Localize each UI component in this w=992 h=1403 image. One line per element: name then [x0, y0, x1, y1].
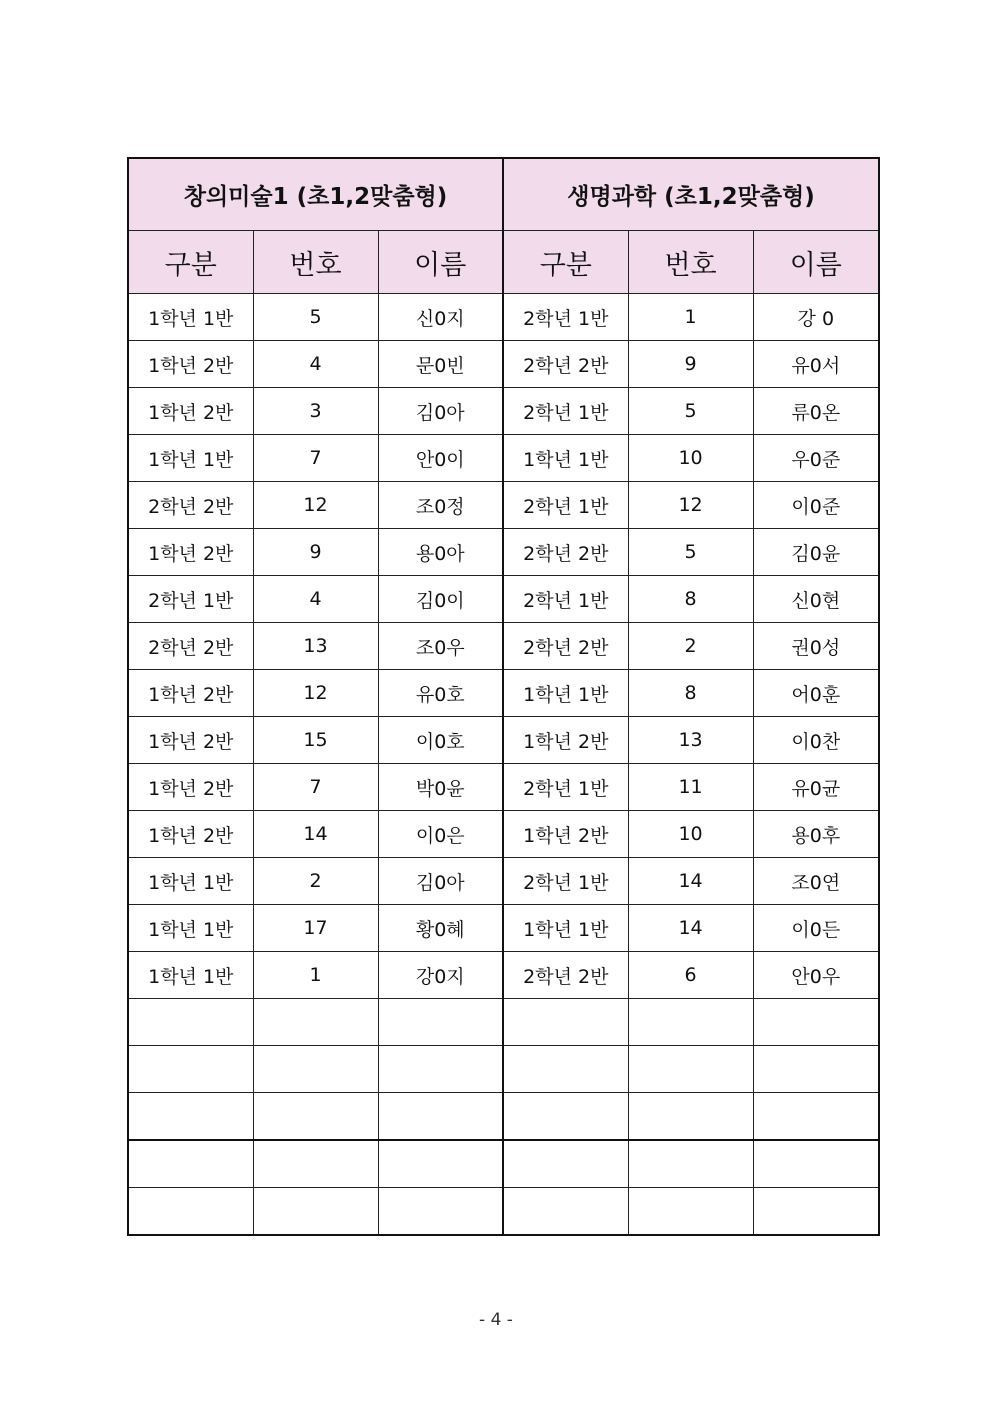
cell-name	[753, 1140, 879, 1188]
cell-name: 이0호	[378, 717, 503, 764]
cell-number: 3	[253, 388, 378, 435]
cell-name	[378, 999, 503, 1046]
cell-number: 13	[253, 623, 378, 670]
cell-number: 7	[253, 435, 378, 482]
cell-name: 조0우	[378, 623, 503, 670]
cell-number	[253, 1140, 378, 1188]
cell-name: 유0호	[378, 670, 503, 717]
table-row	[128, 341, 879, 388]
cell-number	[253, 1093, 378, 1141]
cell-class: 2학년 2반	[503, 623, 628, 670]
cell-number: 14	[628, 905, 753, 952]
table-row	[128, 294, 879, 341]
cell-class: 2학년 1반	[503, 482, 628, 529]
cell-class: 2학년 1반	[503, 764, 628, 811]
cell-name: 강 0	[753, 294, 879, 341]
cell-number: 4	[253, 576, 378, 623]
cell-name	[753, 1046, 879, 1093]
column-header-row	[128, 231, 879, 294]
cell-class: 2학년 2반	[128, 482, 253, 529]
cell-class: 1학년 1반	[128, 294, 253, 341]
cell-class: 1학년 1반	[128, 905, 253, 952]
cell-class	[128, 1188, 253, 1236]
cell-name: 황0혜	[378, 905, 503, 952]
roster-body	[128, 158, 879, 1235]
table-row	[128, 952, 879, 999]
roster-table	[127, 157, 880, 1236]
cell-number: 6	[628, 952, 753, 999]
cell-name: 김0아	[378, 388, 503, 435]
table-row	[128, 435, 879, 482]
cell-number: 14	[253, 811, 378, 858]
section-title-art: 창의미술1 (초1,2맞춤형)	[128, 158, 503, 231]
cell-name: 신0지	[378, 294, 503, 341]
cell-class: 1학년 1반	[128, 952, 253, 999]
cell-class	[503, 999, 628, 1046]
cell-number: 2	[253, 858, 378, 905]
table-row	[128, 623, 879, 670]
table-row	[128, 1046, 879, 1093]
header-name: 이름	[753, 231, 879, 294]
cell-name: 김0아	[378, 858, 503, 905]
header-name: 이름	[378, 231, 503, 294]
cell-class	[128, 999, 253, 1046]
cell-number	[628, 999, 753, 1046]
cell-name: 김0이	[378, 576, 503, 623]
table-row	[128, 811, 879, 858]
header-class: 구분	[503, 231, 628, 294]
table-row	[128, 576, 879, 623]
cell-class: 1학년 2반	[128, 670, 253, 717]
cell-class: 1학년 2반	[128, 529, 253, 576]
cell-name: 유0균	[753, 764, 879, 811]
page-number: - 4 -	[479, 1310, 513, 1330]
cell-name	[378, 1140, 503, 1188]
cell-number: 10	[628, 811, 753, 858]
table-row	[128, 858, 879, 905]
cell-class: 2학년 1반	[503, 388, 628, 435]
table-row	[128, 1188, 879, 1236]
cell-class: 1학년 2반	[503, 717, 628, 764]
cell-class: 1학년 1반	[503, 670, 628, 717]
cell-class: 1학년 2반	[128, 811, 253, 858]
table-row	[128, 1140, 879, 1188]
cell-number	[628, 1188, 753, 1236]
cell-class	[503, 1140, 628, 1188]
cell-name	[753, 1093, 879, 1141]
cell-name: 용0아	[378, 529, 503, 576]
table-row	[128, 670, 879, 717]
cell-number: 17	[253, 905, 378, 952]
cell-number: 1	[253, 952, 378, 999]
cell-name: 우0준	[753, 435, 879, 482]
cell-name: 유0서	[753, 341, 879, 388]
cell-name	[378, 1046, 503, 1093]
table-row	[128, 1093, 879, 1141]
cell-class: 2학년 1반	[128, 576, 253, 623]
cell-class: 1학년 2반	[128, 388, 253, 435]
cell-class: 1학년 1반	[503, 435, 628, 482]
cell-number: 15	[253, 717, 378, 764]
cell-class: 1학년 2반	[128, 764, 253, 811]
cell-class: 2학년 1반	[503, 576, 628, 623]
cell-number: 11	[628, 764, 753, 811]
cell-name: 조0정	[378, 482, 503, 529]
cell-number: 5	[628, 388, 753, 435]
table-row	[128, 905, 879, 952]
cell-class	[503, 1046, 628, 1093]
cell-name	[753, 1188, 879, 1236]
cell-number: 8	[628, 576, 753, 623]
cell-name: 권0성	[753, 623, 879, 670]
cell-name: 이0준	[753, 482, 879, 529]
header-class: 구분	[128, 231, 253, 294]
cell-name: 안0우	[753, 952, 879, 999]
table-row	[128, 999, 879, 1046]
cell-class	[503, 1093, 628, 1141]
table-row	[128, 717, 879, 764]
cell-name: 김0윤	[753, 529, 879, 576]
cell-number	[628, 1093, 753, 1141]
table-row	[128, 764, 879, 811]
cell-class: 1학년 1반	[503, 905, 628, 952]
cell-name	[753, 999, 879, 1046]
cell-number: 10	[628, 435, 753, 482]
cell-number: 9	[253, 529, 378, 576]
cell-class: 2학년 2반	[503, 341, 628, 388]
table-row	[128, 388, 879, 435]
cell-class: 2학년 2반	[503, 952, 628, 999]
cell-number: 9	[628, 341, 753, 388]
cell-number	[253, 1046, 378, 1093]
cell-name: 이0은	[378, 811, 503, 858]
cell-name: 문0빈	[378, 341, 503, 388]
cell-name: 이0찬	[753, 717, 879, 764]
cell-class: 2학년 1반	[503, 858, 628, 905]
cell-name: 조0연	[753, 858, 879, 905]
cell-name: 용0후	[753, 811, 879, 858]
cell-number: 5	[628, 529, 753, 576]
cell-number	[628, 1140, 753, 1188]
table-row	[128, 482, 879, 529]
cell-class: 2학년 1반	[503, 294, 628, 341]
header-number: 번호	[628, 231, 753, 294]
cell-name: 박0윤	[378, 764, 503, 811]
cell-number: 5	[253, 294, 378, 341]
cell-name: 류0온	[753, 388, 879, 435]
cell-name	[378, 1093, 503, 1141]
cell-number: 14	[628, 858, 753, 905]
cell-class: 1학년 2반	[503, 811, 628, 858]
cell-number	[253, 1188, 378, 1236]
cell-number: 13	[628, 717, 753, 764]
cell-name: 안0이	[378, 435, 503, 482]
cell-number: 12	[628, 482, 753, 529]
cell-name: 어0훈	[753, 670, 879, 717]
cell-number: 7	[253, 764, 378, 811]
cell-class	[503, 1188, 628, 1236]
cell-class	[128, 1140, 253, 1188]
section-title-science: 생명과학 (초1,2맞춤형)	[503, 158, 879, 231]
cell-number: 1	[628, 294, 753, 341]
cell-number: 2	[628, 623, 753, 670]
cell-class: 1학년 1반	[128, 858, 253, 905]
cell-class: 1학년 1반	[128, 435, 253, 482]
cell-name: 이0든	[753, 905, 879, 952]
table-row	[128, 529, 879, 576]
cell-class: 2학년 2반	[503, 529, 628, 576]
cell-class	[128, 1046, 253, 1093]
cell-name: 강0지	[378, 952, 503, 999]
cell-number: 4	[253, 341, 378, 388]
cell-class: 1학년 2반	[128, 717, 253, 764]
cell-number	[253, 999, 378, 1046]
cell-name	[378, 1188, 503, 1236]
cell-number	[628, 1046, 753, 1093]
cell-class	[128, 1093, 253, 1141]
cell-class: 2학년 2반	[128, 623, 253, 670]
cell-number: 12	[253, 482, 378, 529]
header-number: 번호	[253, 231, 378, 294]
section-title-row	[128, 158, 879, 231]
cell-number: 8	[628, 670, 753, 717]
cell-class: 1학년 2반	[128, 341, 253, 388]
cell-number: 12	[253, 670, 378, 717]
cell-name: 신0현	[753, 576, 879, 623]
